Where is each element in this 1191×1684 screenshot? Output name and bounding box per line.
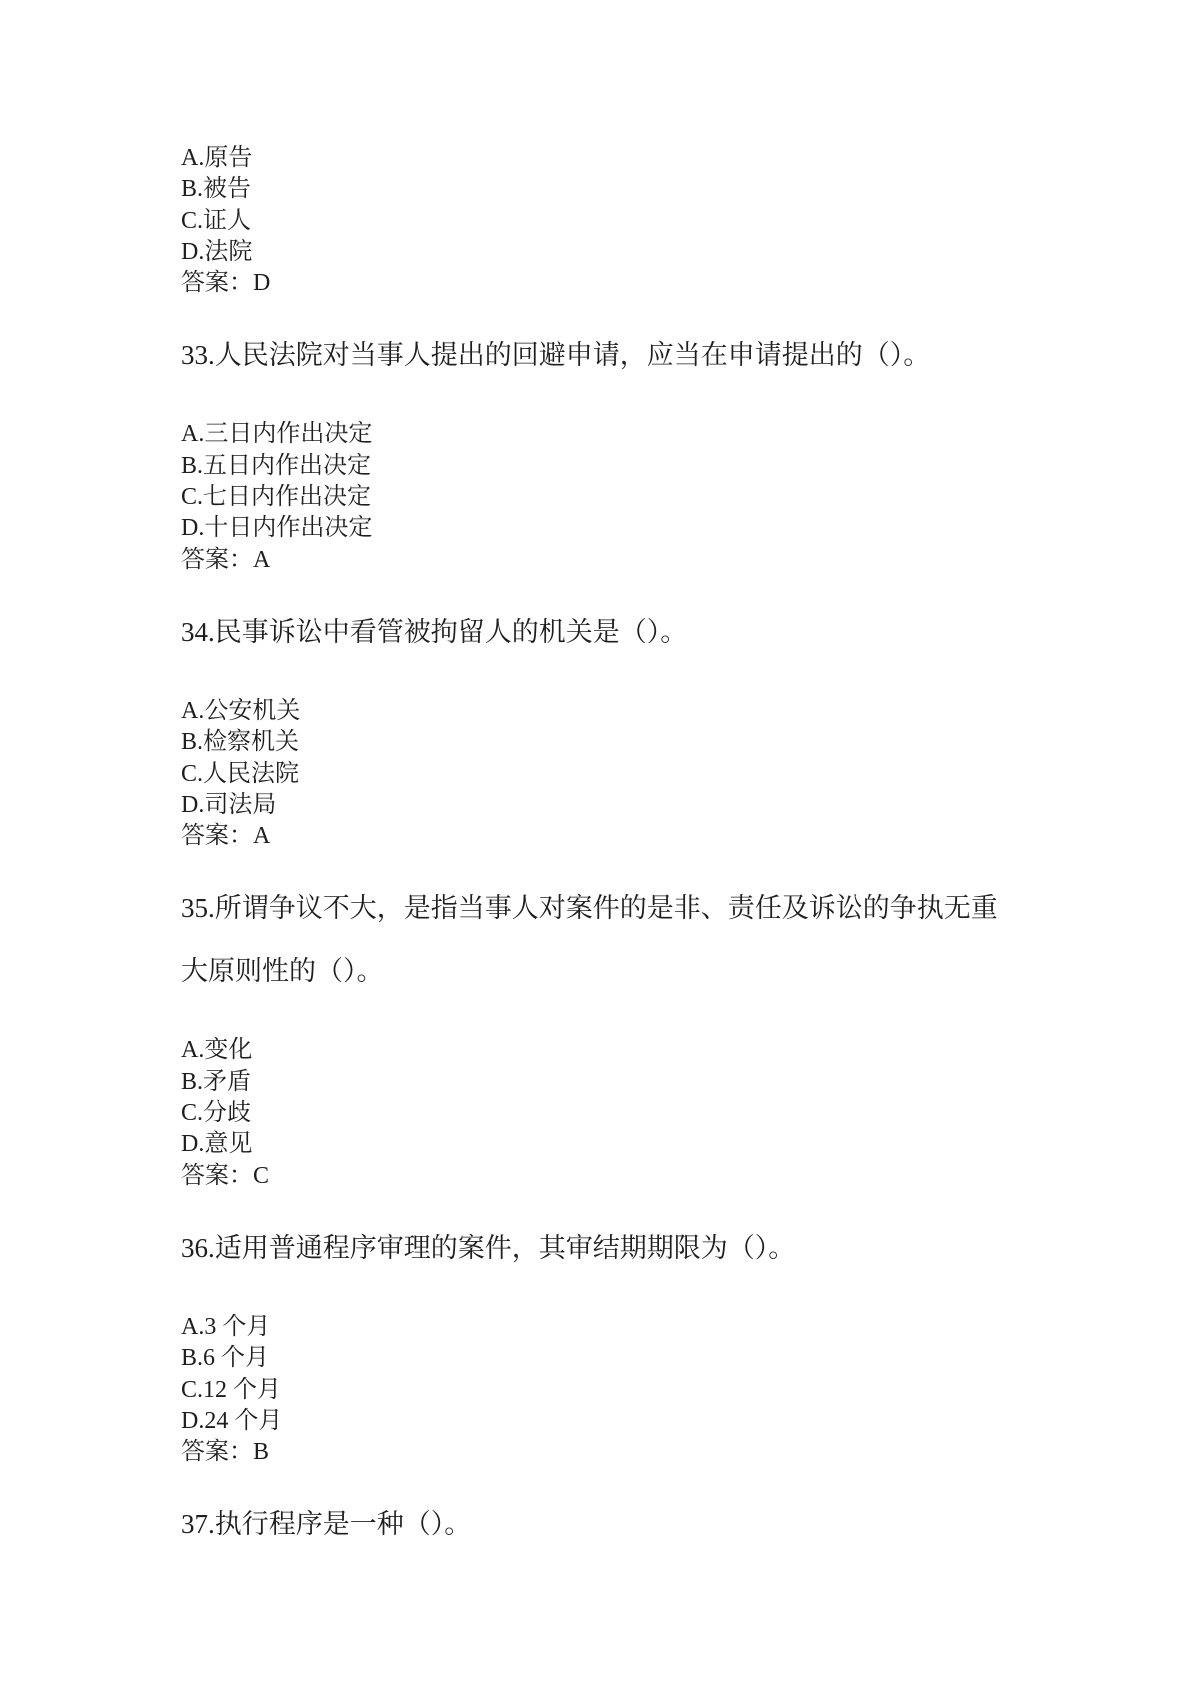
question-options: [181, 696, 1021, 852]
option-d: D.司法局: [181, 791, 277, 818]
question-33: [181, 324, 1021, 575]
option-c: C.七日内作出决定: [181, 484, 372, 511]
question-34: [181, 601, 1021, 852]
question-36: [181, 1217, 1021, 1468]
question-stem: [181, 877, 1021, 1003]
question-stem: [181, 1217, 1021, 1280]
option-b: B.五日内作出决定: [181, 452, 372, 479]
question-stem: [181, 1493, 1021, 1556]
question-options: [181, 1035, 1021, 1191]
option-a: A.变化: [181, 1037, 253, 1064]
question-stem: [181, 324, 1021, 387]
option-c: C.分歧: [181, 1100, 252, 1127]
question-stem-line: 36.适用普通程序审理的案件，其审结期期限为（）。: [181, 1232, 796, 1263]
answer-line: 答案：A: [181, 546, 271, 573]
option-c: C.12 个月: [181, 1376, 282, 1403]
option-a: A.3 个月: [181, 1313, 271, 1340]
option-b: B.检察机关: [181, 729, 300, 756]
answer-line: 答案：D: [181, 270, 271, 297]
question-options: [181, 419, 1021, 575]
question-stem-line: 34.民事诉讼中看管被拘留人的机关是（）。: [181, 616, 688, 647]
option-b: B.被告: [181, 176, 252, 203]
option-d: D.十日内作出决定: [181, 515, 373, 542]
continued-question-options: [181, 143, 1021, 299]
option-d: D.法院: [181, 238, 253, 265]
answer-line: 答案：A: [181, 823, 271, 850]
option-a: A.公安机关: [181, 697, 301, 724]
option-c: C.证人: [181, 207, 252, 234]
option-b: B.矛盾: [181, 1068, 252, 1095]
answer-line: 答案：C: [181, 1162, 270, 1189]
option-d: D.意见: [181, 1131, 253, 1158]
question-stem-line: 大原则性的（）。: [181, 956, 384, 987]
question-stem-line: 33.人民法院对当事人提出的回避申请，应当在申请提出的（）。: [181, 340, 931, 371]
question-stem-line: 37.执行程序是一种（）。: [181, 1509, 472, 1540]
question-options: [181, 1312, 1021, 1468]
page-content: [181, 143, 1021, 1556]
question-35: [181, 877, 1021, 1191]
question-stem: [181, 601, 1021, 664]
option-d: D.24 个月: [181, 1407, 283, 1434]
option-a: A.原告: [181, 145, 253, 171]
question-stem-line: 35.所谓争议不大，是指当事人对案件的是非、责任及诉讼的争执无重: [181, 893, 998, 924]
option-b: B.6 个月: [181, 1345, 270, 1372]
question-37: [181, 1493, 1021, 1556]
option-a: A.三日内作出决定: [181, 421, 373, 448]
option-c: C.人民法院: [181, 760, 300, 787]
answer-line: 答案：B: [181, 1439, 270, 1466]
